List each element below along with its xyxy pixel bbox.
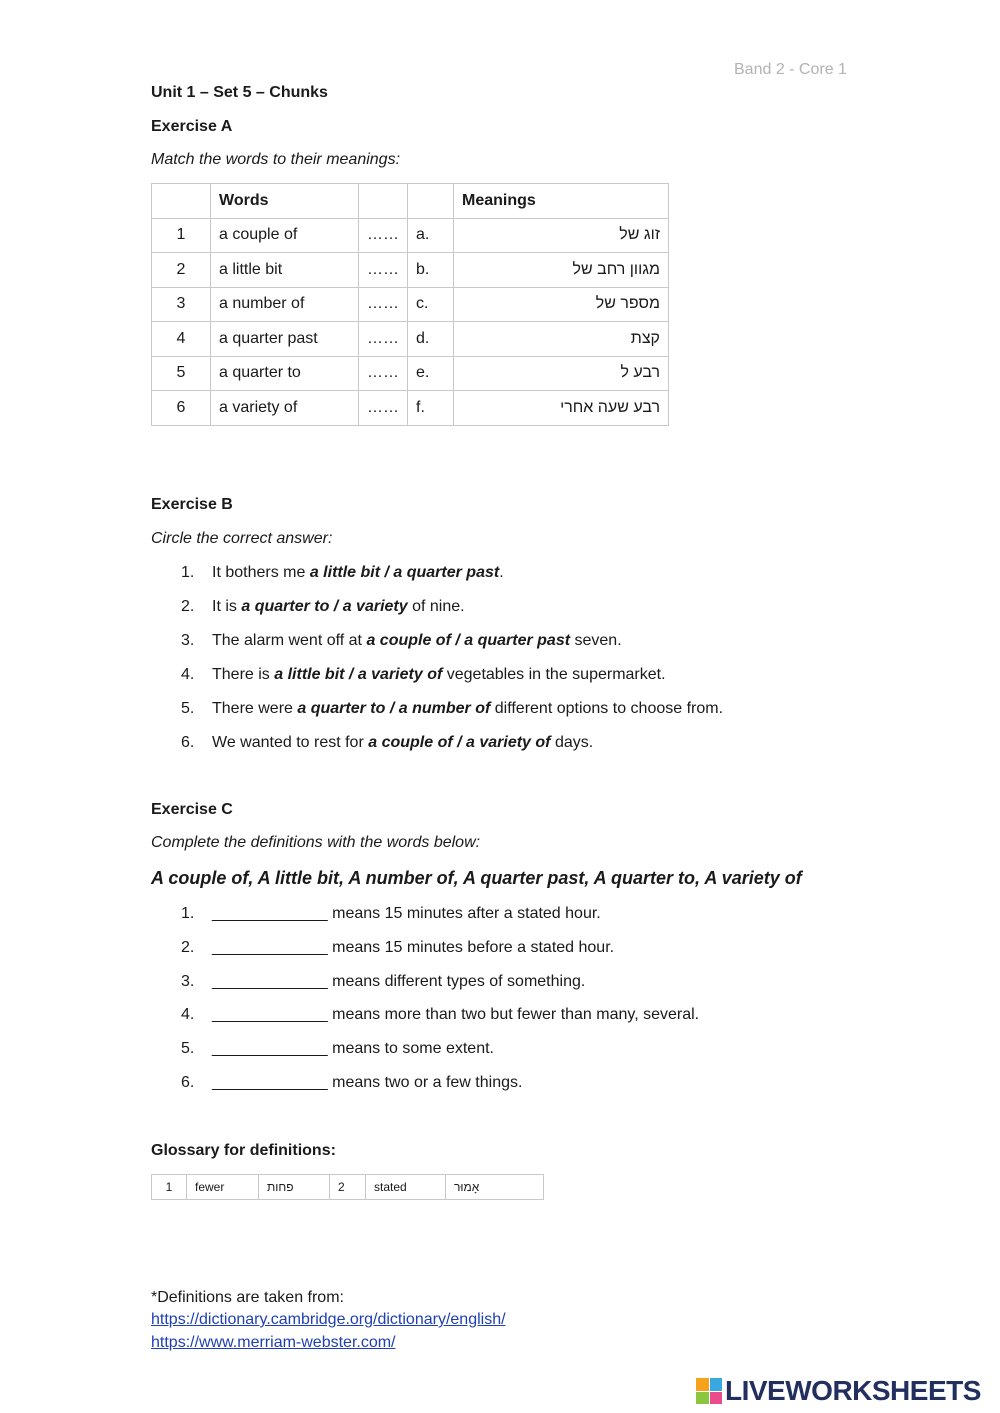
sentence-text: different options to choose from.	[490, 700, 724, 717]
row-number: 4	[152, 322, 211, 357]
list-item	[181, 556, 723, 590]
exercise-c-instruction: Complete the definitions with the words below:	[151, 834, 481, 851]
answer-blank[interactable]: _____________	[212, 905, 328, 922]
sentence-text: seven.	[570, 632, 622, 649]
glossary-heading: Glossary for definitions:	[151, 1142, 336, 1159]
sentence-text: The alarm went off at	[212, 632, 367, 649]
table-header-row	[152, 184, 669, 219]
item-number: 3.	[181, 632, 195, 649]
table-row	[152, 356, 669, 391]
sentence-text: .	[499, 564, 504, 581]
meanings-header: Meanings	[454, 184, 669, 219]
row-number: 3	[152, 287, 211, 322]
answer-choices[interactable]: a quarter to / a number of	[297, 700, 491, 717]
item-number: 4.	[181, 1006, 195, 1024]
row-meaning: מספר של	[454, 287, 669, 322]
row-number: 5	[152, 356, 211, 391]
item-number: 5.	[181, 700, 195, 717]
sentence-text: We wanted to rest for	[212, 734, 369, 751]
sentence-text: vegetables in the supermarket.	[442, 666, 666, 683]
item-number: 5.	[181, 1040, 195, 1058]
page-header-band: Band 2 - Core 1	[734, 61, 847, 78]
answer-choices[interactable]: a little bit / a variety of	[274, 666, 443, 683]
glossary-translation: אָמוּר	[446, 1175, 544, 1200]
item-number: 1.	[181, 564, 195, 581]
list-item	[181, 897, 699, 931]
list-item	[181, 726, 723, 760]
row-letter: a.	[408, 218, 454, 253]
sentence-text: of nine.	[407, 598, 465, 615]
item-number: 6.	[181, 1073, 195, 1091]
definition-text: means different types of something.	[327, 972, 586, 990]
answer-blank[interactable]: _____________	[212, 1073, 328, 1091]
answer-choices[interactable]: a quarter to / a variety	[241, 598, 408, 615]
row-number: 6	[152, 391, 211, 426]
item-number: 2.	[181, 938, 195, 956]
row-meaning: רבע ל	[454, 356, 669, 391]
row-word: a little bit	[211, 253, 359, 288]
answer-blank[interactable]: ……	[359, 356, 408, 391]
item-number: 6.	[181, 734, 195, 751]
definition-text: means more than two but fewer than many, several.	[327, 1006, 700, 1024]
answer-choices[interactable]: a little bit / a quarter past	[309, 564, 500, 581]
row-number: 2	[152, 253, 211, 288]
row-word: a number of	[211, 287, 359, 322]
sentence-text: It bothers me	[212, 564, 310, 581]
row-meaning: רבע שעה אחרי	[454, 391, 669, 426]
cambridge-link[interactable]: https://dictionary.cambridge.org/dictionary/english/	[151, 1311, 506, 1328]
item-number: 3.	[181, 972, 195, 990]
answer-blank[interactable]: _____________	[212, 938, 328, 956]
exercise-b-heading: Exercise B	[151, 496, 233, 513]
definitions-note: *Definitions are taken from:	[151, 1289, 344, 1306]
definition-text: means two or a few things.	[327, 1073, 523, 1091]
answer-blank[interactable]: ……	[359, 253, 408, 288]
glossary-translation: פחות	[259, 1175, 330, 1200]
answer-choices[interactable]: a couple of / a quarter past	[366, 632, 571, 649]
definition-text: means 15 minutes after a stated hour.	[327, 905, 601, 922]
definition-text: means to some extent.	[327, 1040, 494, 1058]
word-bank: A couple of, A little bit, A number of, A quarter past, A quarter to, A variety of	[151, 868, 802, 888]
row-word: a couple of	[211, 218, 359, 253]
glossary-table	[151, 1174, 544, 1200]
list-item	[181, 590, 723, 624]
row-meaning: מגוון רחב של	[454, 253, 669, 288]
exercise-b-list	[181, 556, 723, 760]
row-letter: b.	[408, 253, 454, 288]
exercise-c-list	[181, 897, 699, 1100]
row-letter: e.	[408, 356, 454, 391]
row-letter: f.	[408, 391, 454, 426]
answer-choices[interactable]: a couple of / a variety of	[368, 734, 551, 751]
words-header: Words	[211, 184, 359, 219]
list-item	[181, 692, 723, 726]
list-item	[181, 1032, 699, 1066]
exercise-a-instruction: Match the words to their meanings:	[151, 151, 401, 168]
list-item	[181, 624, 723, 658]
matching-table	[151, 183, 669, 426]
list-item	[181, 931, 699, 965]
glossary-word: fewer	[187, 1175, 259, 1200]
logo-grid-icon	[696, 1378, 722, 1404]
list-item	[181, 965, 699, 999]
liveworksheets-logo	[696, 1375, 981, 1407]
list-item	[181, 998, 699, 1032]
table-row	[152, 253, 669, 288]
row-letter: d.	[408, 322, 454, 357]
item-number: 1.	[181, 905, 195, 922]
page-title: Unit 1 – Set 5 – Chunks	[151, 84, 328, 101]
answer-blank[interactable]: ……	[359, 218, 408, 253]
row-word: a quarter to	[211, 356, 359, 391]
row-number: 1	[152, 218, 211, 253]
sentence-text: days.	[550, 734, 594, 751]
answer-blank[interactable]: _____________	[212, 1006, 328, 1024]
answer-blank[interactable]: _____________	[212, 1040, 328, 1058]
item-number: 4.	[181, 666, 195, 683]
item-number: 2.	[181, 598, 195, 615]
table-row	[152, 322, 669, 357]
row-meaning: זוג של	[454, 218, 669, 253]
exercise-c-heading: Exercise C	[151, 801, 233, 818]
table-row	[152, 391, 669, 426]
sentence-text: There is	[212, 666, 275, 683]
row-meaning: קצת	[454, 322, 669, 357]
exercise-a-heading: Exercise A	[151, 118, 233, 135]
answer-blank[interactable]: ……	[359, 287, 408, 322]
definition-text: means 15 minutes before a stated hour.	[327, 938, 615, 956]
glossary-number: 2	[330, 1175, 366, 1200]
answer-blank[interactable]: ……	[359, 322, 408, 357]
list-item	[181, 658, 723, 692]
exercise-b-instruction: Circle the correct answer:	[151, 530, 333, 547]
glossary-number: 1	[152, 1175, 187, 1200]
sentence-text: It is	[212, 598, 242, 615]
answer-blank[interactable]: _____________	[212, 972, 328, 990]
row-word: a variety of	[211, 391, 359, 426]
table-row	[152, 1175, 544, 1200]
table-row	[152, 218, 669, 253]
list-item	[181, 1066, 699, 1100]
merriam-webster-link[interactable]: https://www.merriam-webster.com/	[151, 1334, 396, 1351]
row-word: a quarter past	[211, 322, 359, 357]
row-letter: c.	[408, 287, 454, 322]
glossary-word: stated	[366, 1175, 446, 1200]
table-row	[152, 287, 669, 322]
answer-blank[interactable]: ……	[359, 391, 408, 426]
logo-text: LIVEWORKSHEETS	[725, 1375, 981, 1406]
sentence-text: There were	[212, 700, 298, 717]
